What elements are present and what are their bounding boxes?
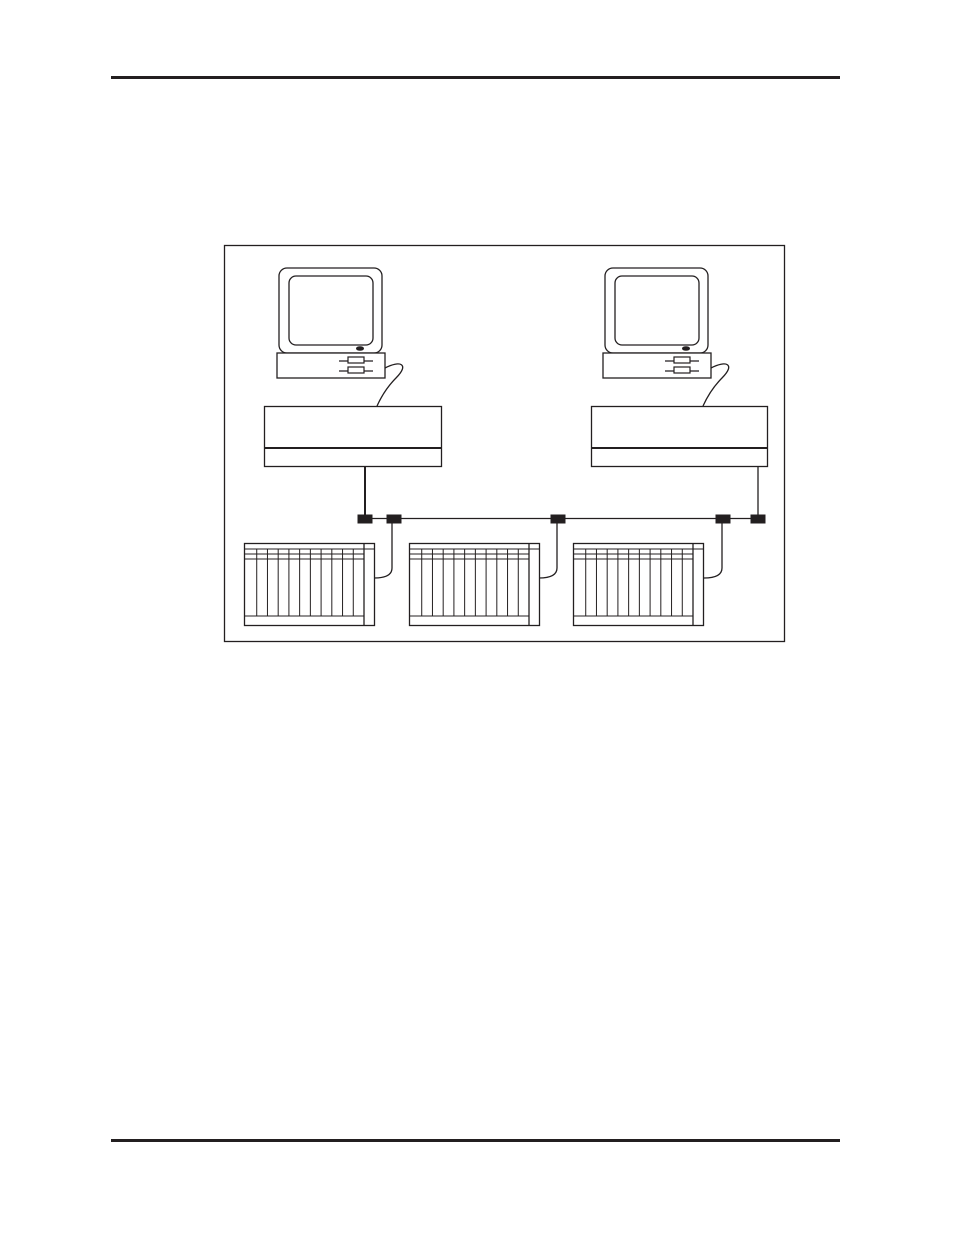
disk-drive-slot	[348, 357, 364, 363]
network-tap	[551, 515, 565, 523]
io-racks	[244, 543, 704, 626]
computer-workstation-icon	[277, 268, 385, 378]
power-led	[683, 347, 690, 351]
rack-chassis	[574, 544, 704, 626]
network-tap	[751, 515, 765, 523]
workstation-right	[592, 268, 768, 516]
disk-drive-slot	[674, 367, 690, 373]
workstation-left	[265, 268, 442, 516]
power-led	[357, 347, 364, 351]
rack-drop-cable	[374, 523, 392, 578]
network-tap	[387, 515, 401, 523]
disk-drive-slot	[674, 357, 690, 363]
io-rack-icon	[573, 543, 704, 626]
rack-drop-cable	[704, 523, 722, 578]
monitor-screen	[615, 276, 699, 345]
rack-drop-cable	[539, 523, 557, 578]
network-tap	[358, 515, 372, 523]
rack-chassis	[410, 544, 540, 626]
rack-chassis	[245, 544, 375, 626]
network-tap	[716, 515, 730, 523]
bottom-rule	[111, 1139, 840, 1142]
system-unit	[277, 353, 385, 378]
system-unit	[603, 353, 711, 378]
io-rack-icon	[409, 543, 540, 626]
disk-drive-slot	[348, 367, 364, 373]
interface-unit	[592, 407, 768, 467]
interface-unit	[265, 407, 442, 467]
io-rack-icon	[244, 543, 375, 626]
computer-workstation-icon	[603, 268, 711, 378]
monitor-screen	[289, 276, 373, 345]
